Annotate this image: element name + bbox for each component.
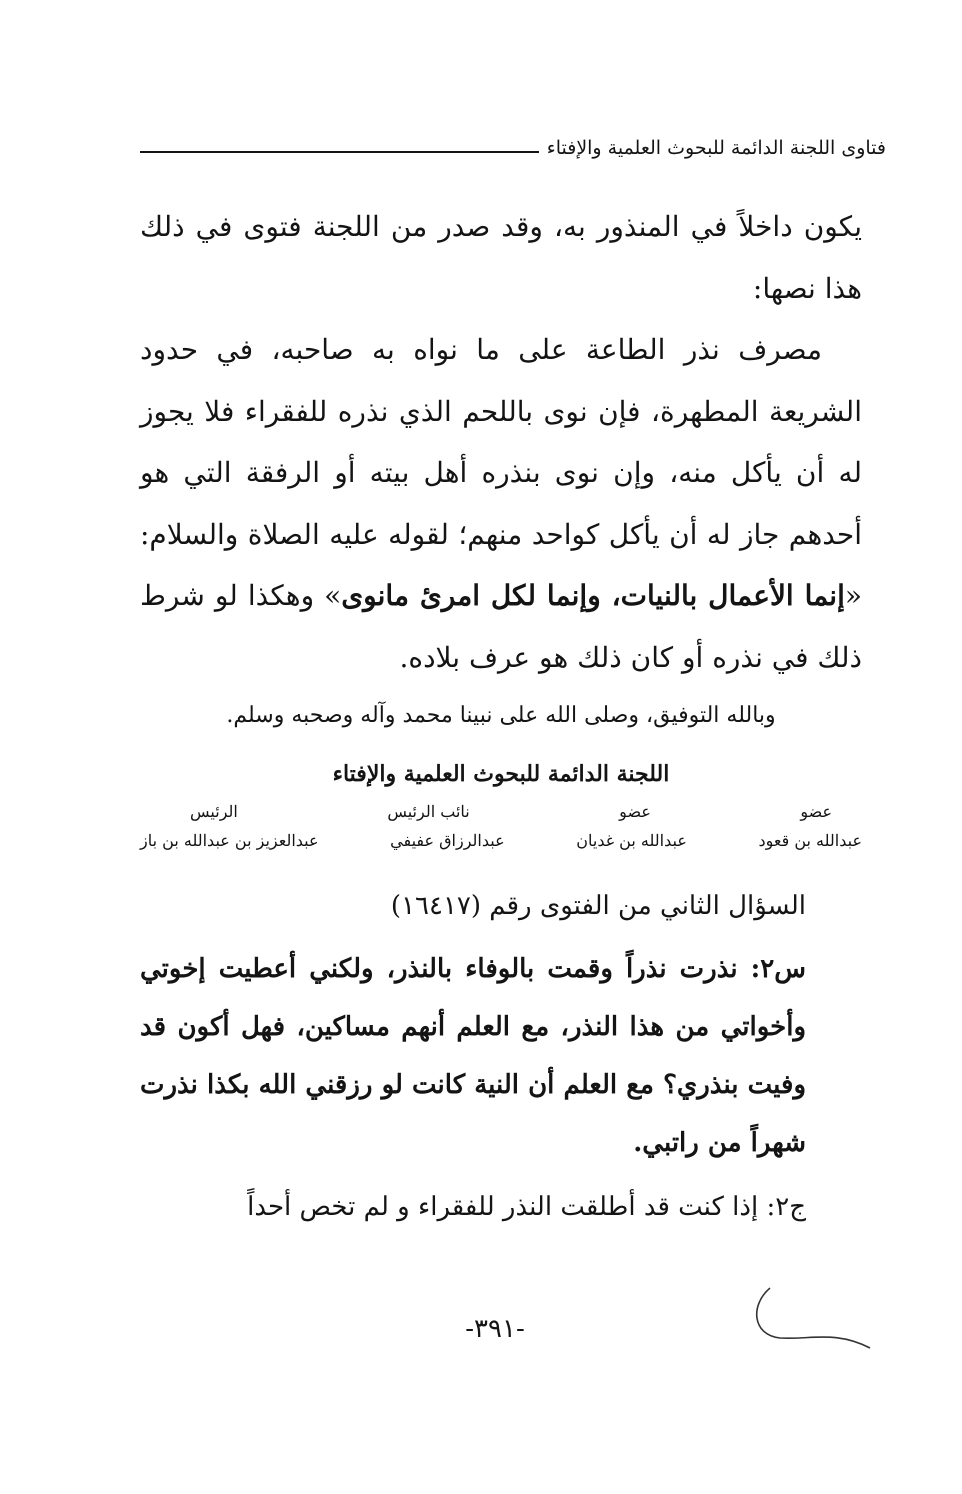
signatory-roles (140, 802, 862, 821)
signatory-role: عضو (619, 802, 651, 821)
main-text (140, 196, 862, 1236)
pen-mark-icon (740, 1280, 880, 1360)
signatory-name: عبدالعزيز بن عبدالله بن باز (140, 831, 319, 850)
question-heading: السؤال الثاني من الفتوى رقم (١٦٤١٧) (390, 891, 806, 921)
question-text: نذرت نذراً وقمت بالوفاء بالنذر، ولكني أعطيت إخوتي وأخواتي من هذا النذر، مع العلم أنهم مساكين، فهل أكون قد وفيت بنذري؟ مع العلم أن النية كانت لو رزقني الله بكذا نذرت شهراً من راتبي. (140, 954, 806, 1158)
signatory-name: عبدالرزاق عفيفي (390, 831, 505, 850)
paragraph-fatwa (140, 319, 862, 688)
fatwa-text-start: مصرف نذر الطاعة على ما نواه به صاحبه، في حدود الشريعة المطهرة، فإن نوى باللحم الذي نذره للفقراء فلا يجوز له أن يأكل منه، وإن نوى بنذره أهل بيته أو الرفقة التي هو أحدهم جاز له أن يأكل كواحد منهم؛ لقوله عليه الصلاة والسلام: « (140, 333, 862, 612)
closing-line: وبالله التوفيق، وصلى الله على نبينا محمد وآله وصحبه وسلم. (226, 703, 776, 728)
header-title: فتاوى اللجنة الدائمة للبحوث العلمية والإفتاء (546, 137, 886, 159)
header-rule (140, 151, 539, 153)
signatory-role: الرئيس (190, 802, 238, 821)
paragraph-intro: يكون داخلاً في المنذور به، وقد صدر من اللجنة فتوى في ذلك هذا نصها: (140, 210, 862, 305)
answer-label: ج٢: (766, 1192, 806, 1222)
page-number: -٣٩١- (465, 1314, 525, 1344)
answer-block (140, 1178, 806, 1236)
hadith-quote: إنما الأعمال بالنيات، وإنما لكل امرئ مانوى (341, 579, 845, 612)
answer-text: إذا كنت قد أطلقت النذر للفقراء و لم تخص أحداً (247, 1192, 759, 1222)
signatory-role: عضو (800, 802, 832, 821)
question-label: س٢: (750, 954, 806, 984)
signatory-name: عبدالله بن غديان (576, 831, 687, 850)
committee-name: اللجنة الدائمة للبحوث العلمية والإفتاء (332, 761, 670, 787)
signatory-names (140, 831, 862, 850)
signatory-role: نائب الرئيس (387, 802, 470, 821)
fatwa-text-end: » وهكذا لو شرط ذلك في نذره أو كان ذلك هو عرف بلاده. (140, 579, 862, 674)
question-block (140, 940, 806, 1172)
signatory-name: عبدالله بن قعود (758, 831, 862, 850)
running-header (140, 128, 886, 168)
